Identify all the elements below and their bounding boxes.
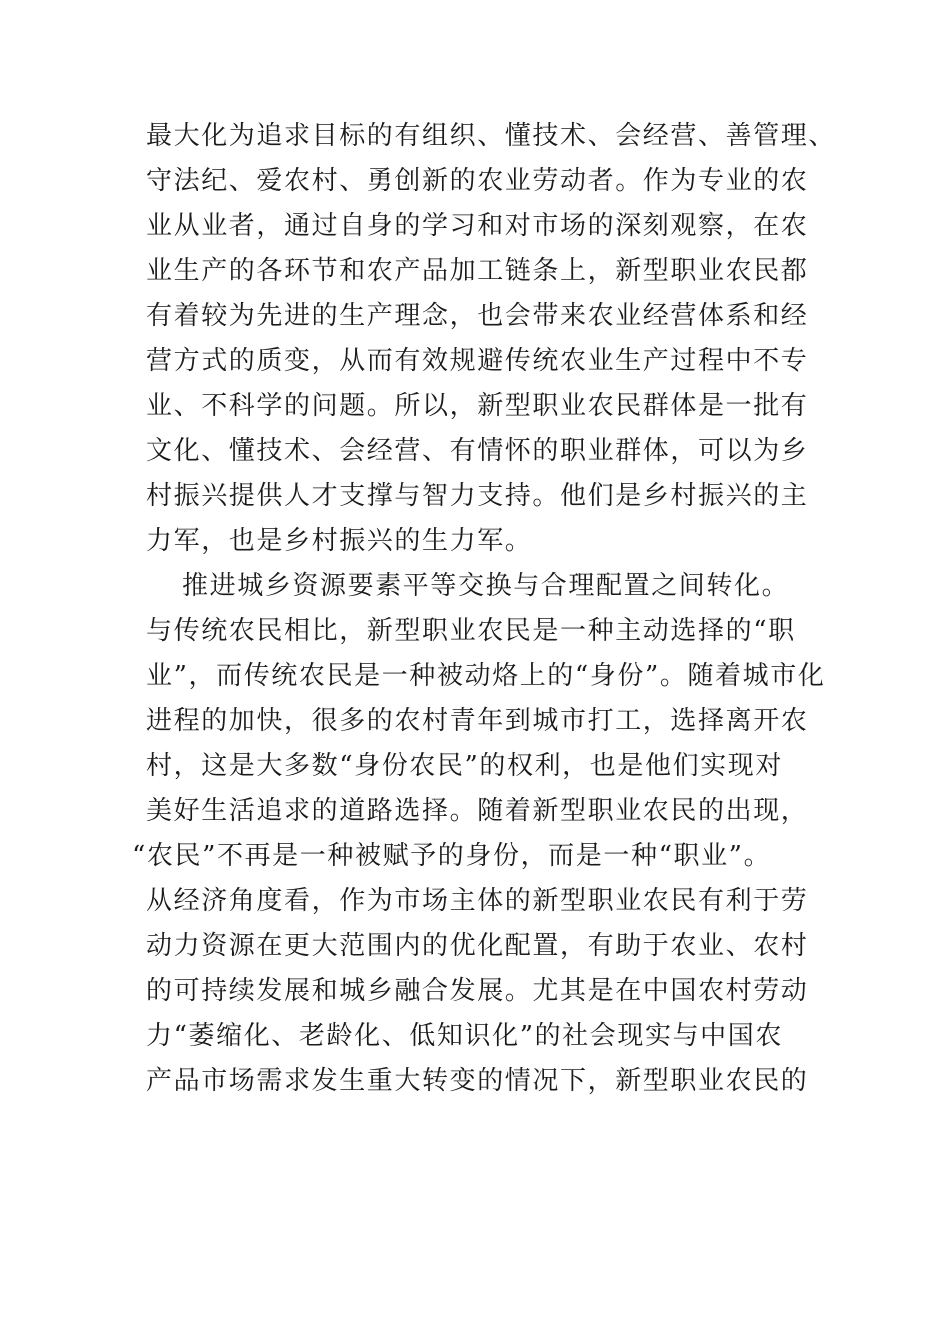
text-line: 力“萎缩化、老龄化、低知识化”的社会现实与中国农 — [146, 1021, 783, 1051]
text-line: 业”，而传统农民是一种被动烙上的“身份”。随着城市化 — [146, 661, 826, 691]
text-line: “农民”不再是一种被赋予的身份，而是一种“职业”。 — [132, 841, 772, 871]
paragraph-heading-line: 推进城乡资源要素平等交换与合理配置之间转化。 — [182, 571, 790, 601]
text-line: 文化、懂技术、会经营、有情怀的职业群体，可以为乡 — [146, 436, 809, 466]
text-line: 动力资源在更大范围内的优化配置，有助于农业、农村 — [146, 931, 809, 961]
text-line: 业生产的各环节和农产品加工链条上，新型职业农民都 — [146, 256, 809, 286]
text-line: 村，这是大多数“身份农民”的权利，也是他们实现对 — [146, 751, 783, 781]
text-line: 力军，也是乡村振兴的生力军。 — [146, 526, 533, 556]
text-line: 与传统农民相比，新型职业农民是一种主动选择的“职 — [146, 616, 796, 646]
text-line: 有着较为先进的生产理念，也会带来农业经营体系和经 — [146, 301, 809, 331]
text-line: 从经济角度看，作为市场主体的新型职业农民有利于劳 — [146, 886, 809, 916]
text-line: 美好生活追求的道路选择。随着新型职业农民的出现， — [146, 796, 809, 826]
text-line: 产品市场需求发生重大转变的情况下，新型职业农民的 — [146, 1066, 809, 1096]
text-line: 业、不科学的问题。所以，新型职业农民群体是一批有 — [146, 391, 809, 421]
text-line: 村振兴提供人才支撑与智力支持。他们是乡村振兴的主 — [146, 481, 809, 511]
text-line: 守法纪、爱农村、勇创新的农业劳动者。作为专业的农 — [146, 166, 809, 196]
text-line: 的可持续发展和城乡融合发展。尤其是在中国农村劳动 — [146, 976, 809, 1006]
text-line: 最大化为追求目标的有组织、懂技术、会经营、善管理、 — [146, 121, 837, 151]
text-line: 营方式的质变，从而有效规避传统农业生产过程中不专 — [146, 346, 809, 376]
text-line: 业从业者，通过自身的学习和对市场的深刻观察，在农 — [146, 211, 809, 241]
text-line: 进程的加快，很多的农村青年到城市打工，选择离开农 — [146, 706, 809, 736]
body-text — [132, 114, 837, 1104]
